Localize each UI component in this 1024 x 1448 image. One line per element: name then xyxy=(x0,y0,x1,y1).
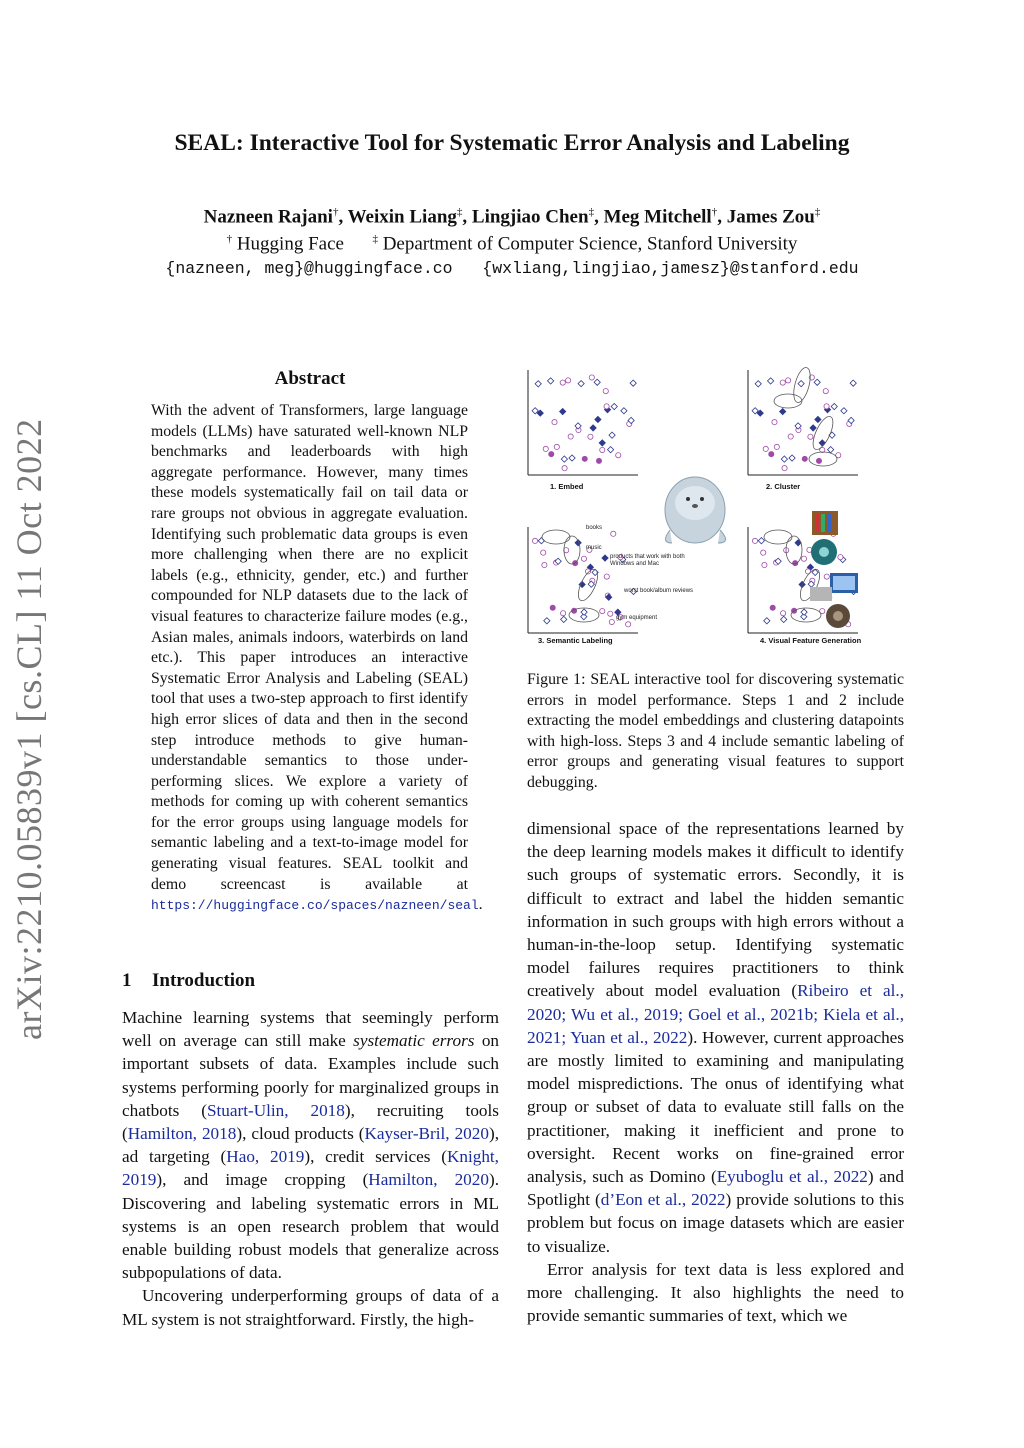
scatter-point xyxy=(616,453,621,458)
scatter-point xyxy=(535,381,541,387)
abstract-heading: Abstract xyxy=(274,368,346,389)
scatter-point xyxy=(552,420,557,425)
intro-paragraph: Uncovering underperforming groups of data of a ML system is not straightforward. Firstly, the high- xyxy=(122,1286,499,1329)
scatter-point xyxy=(831,403,837,409)
scatter-point xyxy=(582,456,587,461)
scatter-point xyxy=(602,555,608,561)
annotation-windows-mac: Windows and Mac xyxy=(610,561,660,567)
scatter-point xyxy=(611,531,616,536)
citation-link[interactable]: Stuart-Ulin, 2018 xyxy=(206,1100,345,1120)
abstract-text: With the advent of Transformers, large language models (LLMs) have saturated well-known NLP benchmarks and leaderboards with high aggregate performance. However, many times these models systematically fail on tail data or rare groups not obvious in aggregate evaluation. Identifying such problematic data groups is even more challenging when there are no explicit labels (e.g., ethnicity, gender, etc.) and further compounded for NLP datasets due to the lack of visual features to characterize failure modes (e.g., Asian males, animals indoors, waterbirds on land etc.). This paper introduces an interactive Systematic Error Analysis and Labeling (SEAL) tool that uses a two-step approach to first identify high error slices of data and then in the second step introduce methods to give human-understandable semantics to those under-performing slices. We explore a variety of methods for coming up with coherent semantics for the error groups using language models for semantic labeling and a text-to-image model for generating visual features. SEAL toolkit and demo screencast is available at https://huggingface.co/spaces/nazneen/seal. xyxy=(151,402,483,914)
seal-mascot xyxy=(665,477,726,543)
scatter-point xyxy=(590,425,596,431)
scatter-point xyxy=(815,416,821,422)
email-hf: {nazneen, meg}@huggingface.co xyxy=(165,259,453,278)
scatter-point xyxy=(824,404,829,409)
scatter-point xyxy=(814,379,820,385)
scatter-point xyxy=(761,550,766,555)
citation-link[interactable]: Hao, 2019 xyxy=(226,1147,305,1167)
scatter-point xyxy=(589,375,594,380)
scatter-point xyxy=(608,447,614,453)
affiliation-stanford: Department of Computer Science, Stanford University xyxy=(382,233,798,255)
scatter-point xyxy=(609,619,614,624)
affiliation-hf: Hugging Face xyxy=(236,233,344,255)
right-column-body xyxy=(527,817,904,1327)
scatter-point xyxy=(788,434,793,439)
scatter-point xyxy=(780,408,786,414)
introduction-body xyxy=(122,1006,499,1331)
scatter-point xyxy=(838,555,843,560)
scatter-point xyxy=(758,538,764,544)
scatter-point xyxy=(630,380,636,386)
scatter-point xyxy=(600,447,605,452)
seal-demo-link[interactable]: https://huggingface.co/spaces/nazneen/seal xyxy=(151,898,479,914)
panel-embed xyxy=(528,370,638,491)
figure-1 xyxy=(520,365,900,650)
scatter-point xyxy=(841,408,847,414)
scatter-point xyxy=(561,611,566,616)
scatter-point xyxy=(588,434,593,439)
scatter-point xyxy=(621,408,627,414)
scatter-point xyxy=(595,416,601,422)
scatter-point xyxy=(780,380,785,385)
annotation-worst-reviews: worst book/album reviews xyxy=(624,588,694,594)
album-thumbnail xyxy=(810,587,832,601)
scatter-point xyxy=(808,434,813,439)
body-paragraph: dimensional space of the representations learned by the deep learning models makes it difficult to identify such groups of systematic errors. Secondly, it is difficult to extract and label the hidden semantic information in such groups with high errors without a human-in-the-loop setup. Identifying systematic model failures requires practitioners to think creatively about model evaluation (Ribeiro et al., 2020; Wu et al., 2019; Goel et al., 2021b; Kiela et al., 2021; Yuan et al., 2022). However, current approaches are mostly limited to examining and manipulating model mispredictions. The onus of identifying what group or subset of data to evaluate still falls on the practitioner, making it inefficient and prone to oversight. Recent works on fine-grained error analysis, such as Domino (Eyuboglu et al., 2022) and Spotlight (d’Eon et al., 2022) provide solutions to this problem but focus on image datasets which are easier to visualize. xyxy=(527,819,905,1256)
citation-link[interactable]: Kayser-Bril, 2020 xyxy=(364,1124,489,1144)
scatter-point xyxy=(604,574,609,579)
scatter-point xyxy=(824,574,829,579)
author-name: Lingjiao Chen xyxy=(471,206,589,228)
scatter-point xyxy=(769,452,774,457)
scatter-point xyxy=(600,608,605,613)
scatter-point xyxy=(608,611,613,616)
scatter-point xyxy=(774,444,779,449)
scatter-point xyxy=(562,466,567,471)
scatter-point xyxy=(561,616,567,622)
panel-visual-feature-generation xyxy=(748,511,862,645)
author-emails xyxy=(0,259,1024,278)
scatter-point xyxy=(604,404,609,409)
author-list: Nazneen Rajani†, Weixin Liang‡, Lingjiao Chen‡, Meg Mitchell†, James Zou‡ xyxy=(203,206,821,228)
scatter-point xyxy=(609,432,615,438)
panel-label: 1. Embed xyxy=(550,482,584,491)
scatter-point xyxy=(611,403,617,409)
scatter-point xyxy=(782,466,787,471)
panel-label: 2. Cluster xyxy=(766,482,801,491)
scatter-point xyxy=(543,446,548,451)
annotation-products: products that work with both xyxy=(610,554,685,560)
scatter-point xyxy=(763,446,768,451)
citation-link[interactable]: d’Eon et al., 2022 xyxy=(600,1190,726,1210)
scatter-point xyxy=(599,440,605,446)
affiliations: † Hugging Face ‡ Department of Computer Science, Stanford University xyxy=(226,233,798,255)
scatter-point xyxy=(560,408,566,414)
scatter-point xyxy=(578,381,584,387)
scatter-point xyxy=(850,380,856,386)
scatter-point xyxy=(561,456,567,462)
paper-title: SEAL: Interactive Tool for Systematic Error Analysis and Labeling xyxy=(174,130,850,156)
scatter-point xyxy=(823,388,828,393)
section-heading-introduction: 1 Introduction xyxy=(122,970,256,991)
scatter-point xyxy=(542,562,547,567)
scatter-point xyxy=(770,605,775,610)
scatter-point xyxy=(828,447,834,453)
scatter-point xyxy=(762,562,767,567)
scatter-point xyxy=(786,378,791,383)
panel-label: 3. Semantic Labeling xyxy=(538,636,613,645)
scatter-point xyxy=(802,456,807,461)
scatter-point xyxy=(548,378,554,384)
scatter-point xyxy=(541,550,546,555)
scatter-point xyxy=(801,609,807,615)
scatter-point xyxy=(789,455,795,461)
panel-label: 4. Visual Feature Generation xyxy=(760,636,862,645)
scatter-point xyxy=(596,458,601,463)
scatter-point xyxy=(566,378,571,383)
scatter-point xyxy=(781,616,787,622)
arxiv-identifier: arXiv:2210.05839v1 [cs.CL] 11 Oct 2022 xyxy=(9,418,49,1040)
scatter-point xyxy=(549,452,554,457)
scatter-point xyxy=(603,388,608,393)
scatter-point xyxy=(772,420,777,425)
figure-caption: Figure 1: SEAL interactive tool for discovering systematic errors in model performance. Steps 1 and 2 include extracting the model embeddings and clustering datapoints with high-loss. Steps 3 and 4 include semantic labeling of error groups and generating visual features to support debugging. xyxy=(527,671,904,791)
scatter-point xyxy=(764,618,770,624)
scatter-point xyxy=(532,538,537,543)
scatter-point xyxy=(810,425,816,431)
scatter-point xyxy=(752,538,757,543)
scatter-point xyxy=(560,380,565,385)
scatter-point xyxy=(626,622,631,627)
citation-link[interactable]: Knight, 2019 xyxy=(122,1147,499,1190)
scatter-point xyxy=(568,434,573,439)
annotation-gym: gym equipment xyxy=(616,615,658,621)
annotation-music: music xyxy=(586,545,602,551)
annotation-books: books xyxy=(586,525,603,531)
scatter-point xyxy=(594,379,600,385)
scatter-point xyxy=(819,440,825,446)
scatter-point xyxy=(781,611,786,616)
scatter-point xyxy=(550,605,555,610)
scatter-point xyxy=(768,378,774,384)
citation-link[interactable]: Hamilton, 2020 xyxy=(368,1170,489,1190)
scatter-point xyxy=(798,381,804,387)
scatter-point xyxy=(554,444,559,449)
panel-cluster xyxy=(748,366,858,491)
author-name: Nazneen Rajani xyxy=(203,206,333,228)
scatter-point xyxy=(816,458,821,463)
scatter-point xyxy=(801,556,806,561)
scatter-point xyxy=(755,381,761,387)
scatter-point xyxy=(569,455,575,461)
citation-link[interactable]: Ribeiro et al., 2020; Wu et al., 2019; Goel et al., 2021b; Kiela et al., 2021; Yuan et al., 2022 xyxy=(527,981,904,1047)
author-name: Meg Mitchell xyxy=(603,206,712,228)
email-stanford: {wxliang,lingjiao,jamesz}@stanford.edu xyxy=(482,259,859,278)
intro-paragraph: Machine learning systems that seemingly perform well on average can still make systematic errors on important subsets of data. Examples include such systems performing poorly for marginalized groups in chatbots (Stuart-Ulin, 2018), recruiting tools (Hamilton, 2018), cloud products (Kayser-Bril, 2020), ad targeting (Hao, 2019), credit services (Knight, 2019), and image cropping (Hamilton, 2020). Discovering and labeling systematic errors in ML systems is an open research problem that would enable building robust models that generalize across subpopulations of data. xyxy=(122,1008,500,1283)
author-name: James Zou xyxy=(726,206,815,228)
citation-link[interactable]: Hamilton, 2018 xyxy=(127,1124,237,1144)
citation-link[interactable]: Eyuboglu et al., 2022 xyxy=(716,1167,868,1187)
body-paragraph: Error analysis for text data is less explored and more challenging. It also highlights the need to provide semantic summaries of text, which we xyxy=(527,1259,904,1326)
scatter-point xyxy=(544,618,550,624)
scatter-point xyxy=(581,556,586,561)
author-name: Weixin Liang xyxy=(347,206,457,228)
scatter-point xyxy=(781,456,787,462)
scatter-point xyxy=(581,609,587,615)
